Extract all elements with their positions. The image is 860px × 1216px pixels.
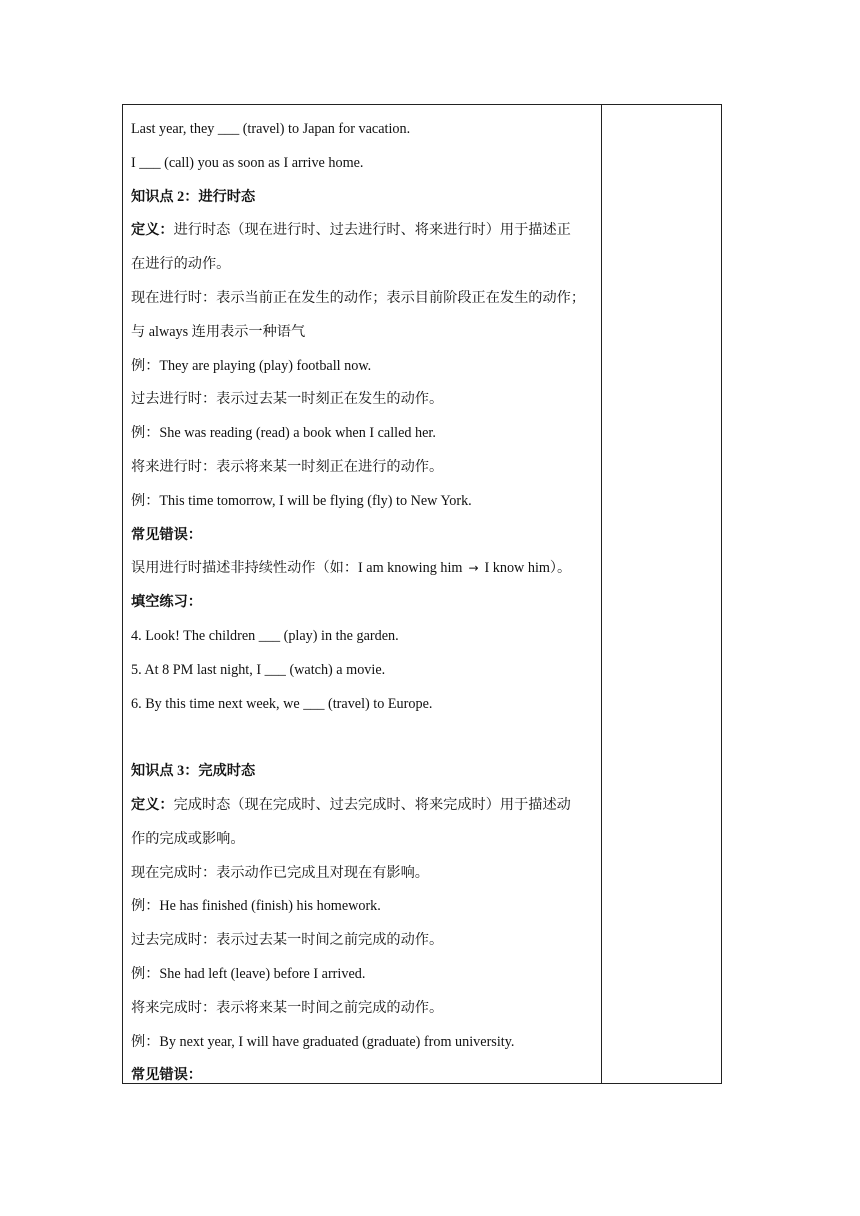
definition-label: 定义： — [131, 222, 174, 239]
definition-text: 进行时态（现在进行时、过去进行时、将来进行时）用于描述正 — [173, 222, 571, 239]
definition-label: 定义： — [131, 796, 174, 813]
example-line: 例：By next year, I will have graduated (graduate) from university. — [131, 1033, 515, 1050]
definition-line — [131, 789, 595, 823]
rule-line: 将来进行时：表示将来某一时刻正在进行的动作。 — [131, 458, 444, 475]
notes-cell — [602, 105, 721, 1083]
rule-line: 现在完成时：表示动作已完成且对现在有影响。 — [131, 864, 429, 881]
rule-line: 过去完成时：表示过去某一时间之前完成的动作。 — [131, 932, 444, 949]
sentence-line: Last year, they ___ (travel) to Japan for vacation. — [131, 121, 411, 137]
example-line: 例：She was reading (read) a book when I called her. — [131, 425, 436, 442]
document-table — [122, 104, 722, 1084]
rule-line: 现在进行时：表示当前正在发生的动作；表示目前阶段正在发生的动作； — [131, 289, 586, 306]
mistakes-heading: 常见错误： — [131, 526, 202, 543]
mistake-text: 误用进行时描述非持续性动作（如：I am knowing him — [131, 560, 463, 577]
example-line: 例：This time tomorrow, I will be flying (fly) to New York. — [131, 492, 472, 509]
mistakes-heading: 常见错误： — [131, 1067, 202, 1084]
rule-continuation: 与 always 连用表示一种语气 — [131, 323, 306, 340]
example-line: 例：She had left (leave) before I arrived. — [131, 965, 366, 982]
mistake-line — [131, 552, 595, 586]
definition-line — [131, 214, 595, 248]
exercise-item: 6. By this time next week, we ___ (travel) to Europe. — [131, 695, 433, 712]
definition-continuation: 在进行的动作。 — [131, 256, 231, 273]
blank-line — [131, 721, 595, 755]
definition-continuation: 作的完成或影响。 — [131, 830, 245, 847]
rule-line: 将来完成时：表示将来某一时间之前完成的动作。 — [131, 999, 444, 1016]
exercise-heading: 填空练习： — [131, 594, 202, 611]
section-heading: 知识点 3：完成时态 — [131, 763, 256, 780]
example-line: 例：They are playing (play) football now. — [131, 357, 372, 374]
mistake-correction: I know him）。 — [484, 560, 572, 577]
example-line: 例：He has finished (finish) his homework. — [131, 898, 381, 915]
section-heading: 知识点 2：进行时态 — [131, 188, 256, 205]
exercise-item: 4. Look! The children ___ (play) in the garden. — [131, 627, 399, 644]
rule-line: 过去进行时：表示过去某一时刻正在发生的动作。 — [131, 391, 444, 408]
exercise-item: 5. At 8 PM last night, I ___ (watch) a movie. — [131, 661, 386, 678]
sentence-line: I ___ (call) you as soon as I arrive home. — [131, 154, 364, 171]
definition-text: 完成时态（现在完成时、过去完成时、将来完成时）用于描述动 — [173, 796, 571, 813]
arrow-icon: → — [468, 561, 479, 576]
content-cell — [123, 105, 602, 1083]
